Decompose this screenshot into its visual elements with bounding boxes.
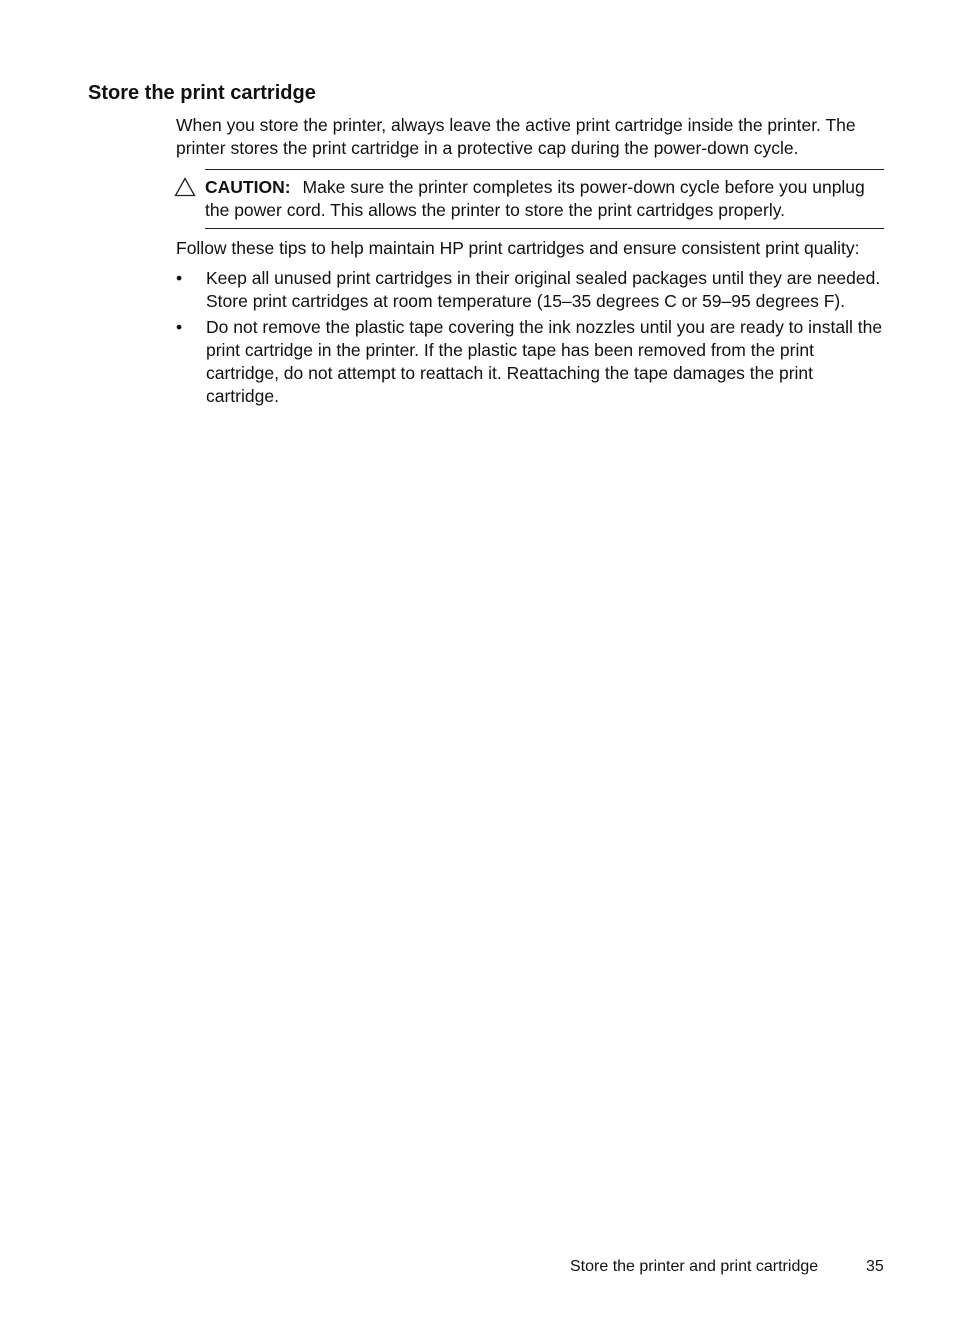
bullet: • (176, 317, 183, 337)
list-item (176, 316, 888, 408)
intro-paragraph: When you store the printer, always leave the active print cartridge inside the printer. The printer stores the print cartridge in a protective cap during the power-down cycle. (176, 115, 856, 158)
footer-page-number: 35 (866, 1258, 884, 1275)
caution-note (205, 169, 884, 229)
list-item-text: Keep all unused print cartridges in their original sealed packages until they are needed. Store print cartridges at room temperature (15–35 degrees C or 59–95 degrees F). (206, 268, 881, 311)
tips-intro-paragraph: Follow these tips to help maintain HP print cartridges and ensure consistent print quality: (176, 238, 860, 258)
caution-label: CAUTION: (205, 177, 291, 197)
footer-section-title: Store the printer and print cartridge (570, 1258, 819, 1275)
list-item (176, 267, 888, 313)
list-item-text: Do not remove the plastic tape covering the ink nozzles until you are ready to install the print cartridge in the printer. If the plastic tape has been removed from the print cartridge, do not attempt to reattach it. Reattaching the tape damages the print cartridge. (206, 317, 883, 406)
bullet: • (176, 268, 183, 288)
section-heading: Store the print cartridge (88, 82, 316, 104)
caution-text: Make sure the printer completes its power-down cycle before you unplug the power cord. This allows the printer to store the print cartridges properly. (205, 177, 865, 220)
tips-list (176, 267, 888, 411)
caution-triangle-icon (174, 177, 196, 197)
